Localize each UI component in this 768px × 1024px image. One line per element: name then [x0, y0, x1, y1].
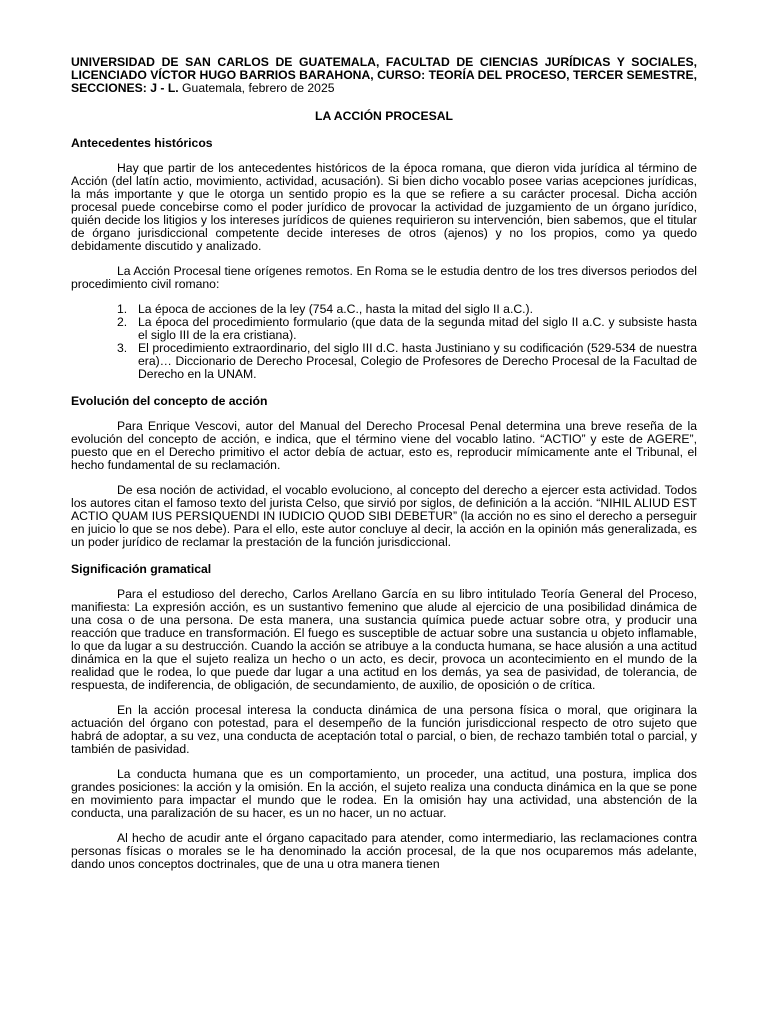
list-item — [71, 342, 697, 381]
document-header — [71, 56, 697, 96]
header-date: Guatemala, febrero de 2025 — [178, 81, 335, 96]
list-item-number: 1. — [117, 301, 128, 316]
list-item-number: 2. — [117, 314, 128, 329]
document-title: LA ACCIÓN PROCESAL — [315, 108, 453, 123]
section-heading-evolucion: Evolución del concepto de acción — [71, 393, 268, 408]
list-item-text: La época del procedimiento formulario (que data de la segunda mitad del siglo II a.C. y subsiste hasta el siglo III de la era cristiana). — [138, 314, 697, 342]
paragraph: Al hecho de acudir ante el órgano capacitado para atender, como intermediario, las reclamaciones contra personas físicas o morales se le ha denominado la acción procesal, de la que nos ocuparemos más adelante, dando unos conceptos doctrinales, que de una u otra manera tienen — [71, 830, 697, 871]
paragraph: La conducta humana que es un comportamiento, un proceder, una actitud, una postura, implica dos grandes posiciones: la acción y la omisión. En la acción, el sujeto realiza una conducta dinámica en la que se pone en movimiento para impactar el mundo que le rodea. En la omisión hay una actividad, una abstención de la conducta, una paralización de su hacer, es un no hacer, un no actuar. — [71, 766, 697, 820]
list-item-text: El procedimiento extraordinario, del siglo III d.C. hasta Justiniano y su codificación (529-534 de nuestra era)… Diccionario de Derecho Procesal, Colegio de Profesores de Derecho Procesal de la Facultad de Derecho en la UNAM. — [138, 340, 697, 381]
paragraph: Hay que partir de los antecedentes históricos de la época romana, que dieron vida jurídica al término de Acción (del latín actio, movimiento, actividad, acusación). Si bien dicho vocablo posee varias acepciones jurídicas, la más importante y que le otorga un sentido propio es la que se refiere a su carácter procesal. Dicha acción procesal puede concebirse como el poder jurídico de provocar la actividad de juzgamiento de un órgano jurídico, quién decide los litigios y los intereses jurídicos de quienes requirieron su intervención, bien sabemos, que el titular de órgano jurisdiccional competente decide intereses de otros (ajenos) y no los propios, como ya quedo debidamente discutido y analizado. — [71, 160, 697, 253]
list-item-text: La época de acciones de la ley (754 a.C., hasta la mitad del siglo II a.C.). — [138, 301, 533, 316]
document-page — [71, 56, 697, 871]
paragraph: Para Enrique Vescovi, autor del Manual del Derecho Procesal Penal determina una breve reseña de la evolución del concepto de acción, e indica, que el término viene del vocablo latino. “ACTIO” y este de AGERE”, puesto que en el Derecho primitivo el actor debía de actuar, esto es, reproducir mímicamente ante el Tribunal, el hecho fundamental de su reclamación. — [71, 418, 697, 472]
paragraph: En la acción procesal interesa la conducta dinámica de una persona física o moral, que originara la actuación del órgano con potestad, para el desempeño de la función jurisdiccional respecto de otro sujeto que habrá de adoptar, a su vez, una conducta de aceptación total o parcial, o bien, de rechazo también total o parcial, y también de pasividad. — [71, 702, 697, 756]
periods-list — [71, 303, 697, 381]
list-item — [71, 316, 697, 342]
paragraph: De esa noción de actividad, el vocablo evoluciono, al concepto del derecho a ejercer esta actividad. Todos los autores citan el famoso texto del jurista Celso, que sirvió por siglos, de definición a la acción. “NIHIL ALIUD EST ACTIO QUAM IUS PERSIQUENDI IN IUDICIO QUOD SIBI DEBETUR” (la acción no es sino el derecho a perseguir en juicio lo que se nos debe). Para el ello, este autor concluye al decir, la acción en la opinión más generalizada, es un poder jurídico de reclamar la prestación de la función jurisdiccional. — [71, 482, 697, 549]
paragraph: La Acción Procesal tiene orígenes remotos. En Roma se le estudia dentro de los tres diversos periodos del procedimiento civil romano: — [71, 263, 697, 291]
section-heading-significacion: Significación gramatical — [71, 561, 212, 576]
header-institution: UNIVERSIDAD DE SAN CARLOS DE GUATEMALA, FACULTAD DE CIENCIAS JURÍDICAS Y SOCIALES, LICENCIADO VÍCTOR HUGO BARRIOS BARAHONA, CURSO: TEORÍA DEL PROCESO, TERCER SEMESTRE, SECCIONES: J - L. — [71, 55, 697, 96]
paragraph: Para el estudioso del derecho, Carlos Arellano García en su libro intitulado Teoría General del Proceso, manifiesta: La expresión acción, es un sustantivo femenino que alude al ejercicio de una posibilidad dinámica de una cosa o de una persona. De esta manera, una sustancia química puede actuar sobre otra, y producir una reacción que traduce en transformación. El fuego es susceptible de actuar sobre una sustancia u objeto inflamable, lo que da lugar a su destrucción. Cuando la acción se atribuye a la conducta humana, se hace alusión a una actitud dinámica en la que el sujeto realiza un hecho o un acto, es decir, provoca un acontecimiento en el mundo de la realidad que le rodea, lo que puede dar lugar a una actitud en los demás, ya sea de pasividad, de tolerancia, de respuesta, de indiferencia, de obligación, de secundamiento, de auxilio, de oposición o de crítica. — [71, 586, 697, 692]
list-item-number: 3. — [117, 340, 128, 355]
section-heading-antecedentes: Antecedentes históricos — [71, 135, 213, 150]
